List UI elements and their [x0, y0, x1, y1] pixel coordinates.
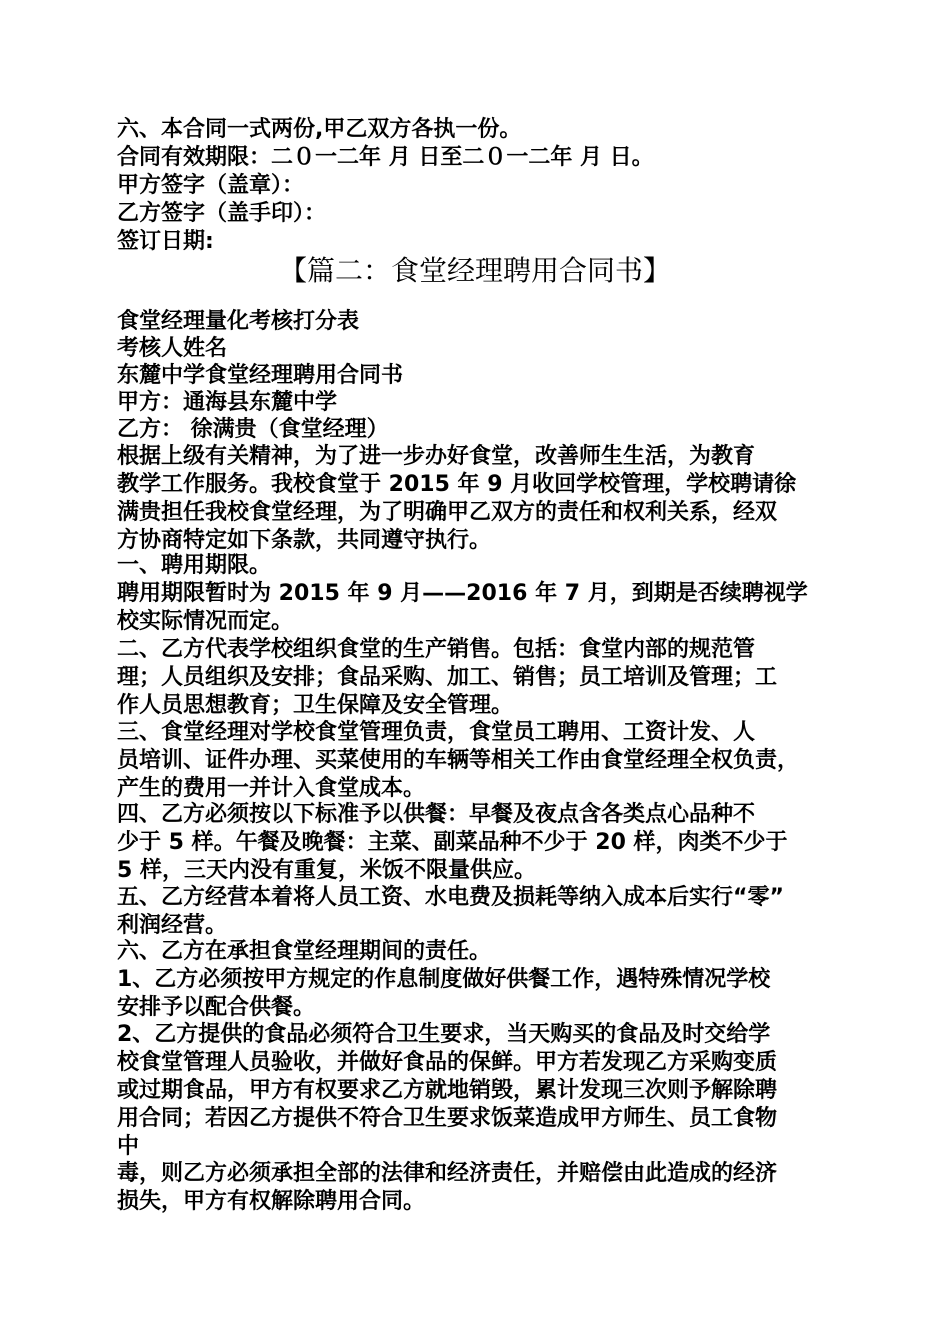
- body-line: 利润经营。: [117, 913, 228, 938]
- body-line: 甲方：通海县东麓中学: [117, 390, 338, 415]
- body-line: 5 样，三天内没有重复，米饭不限量供应。: [117, 858, 536, 883]
- body-line: 五、乙方经营本着将人员工资、水电费及损耗等纳入成本后实行“零”: [117, 885, 784, 910]
- body-line: 用合同；若因乙方提供不符合卫生要求饭菜造成甲方师生、员工食物: [117, 1106, 778, 1131]
- body-line: 2、乙方提供的食品必须符合卫生要求，当天购买的食品及时交给学: [117, 1022, 771, 1047]
- body-line: 少于 5 样。午餐及晚餐：主菜、副菜品种不少于 20 样，肉类不少于: [117, 830, 788, 855]
- body-line: 校实际情况而定。: [117, 609, 294, 634]
- body-line: 根据上级有关精神，为了进一步办好食堂，改善师生生活，为教育: [117, 444, 756, 469]
- body-line: 产生的费用一并计入食堂成本。: [117, 776, 426, 801]
- body-line: 方协商特定如下条款，共同遵守执行。: [117, 528, 492, 553]
- body-line: 1、乙方必须按甲方规定的作息制度做好供餐工作，遇特殊情况学校: [117, 967, 771, 992]
- body-line: 二、乙方代表学校组织食堂的生产销售。包括：食堂内部的规范管: [117, 637, 756, 662]
- body-line: 安排予以配合供餐。: [117, 995, 316, 1020]
- body-line: 校食堂管理人员验收，并做好食品的保鲜。甲方若发现乙方采购变质: [117, 1050, 778, 1075]
- party-a-signature-line: 甲方签字（盖章）：: [117, 173, 305, 198]
- party-b-signature-line: 乙方签字（盖手印）：: [117, 201, 327, 226]
- body-line: 乙方： 徐满贵（食堂经理）: [117, 417, 389, 442]
- body-line: 理；人员组织及安排；食品采购、加工、销售；员工培训及管理；工: [117, 665, 778, 690]
- signing-date-line: 签订日期:: [117, 229, 214, 254]
- body-line: 或过期食品，甲方有权要求乙方就地销毁，累计发现三次则予解除聘: [117, 1078, 778, 1103]
- body-line: 一、聘用期限。: [117, 553, 272, 578]
- section-title: 【篇二：食堂经理聘用合同书】: [278, 254, 671, 287]
- contract-copies-clause: 六、本合同一式两份,甲乙双方各执一份。: [117, 117, 522, 142]
- body-line: 损失，甲方有权解除聘用合同。: [117, 1189, 426, 1214]
- body-line: 三、食堂经理对学校食堂管理负责，食堂员工聘用、工资计发、人: [117, 720, 756, 745]
- body-line: 教学工作服务。我校食堂于 2015 年 9 月收回学校管理，学校聘请徐: [117, 472, 797, 497]
- body-line: 聘用期限暂时为 2015 年 9 月——2016 年 7 月，到期是否续聘视学: [117, 581, 808, 606]
- body-line: 毒，则乙方必须承担全部的法律和经济责任，并赔偿由此造成的经济: [117, 1161, 778, 1186]
- body-line: 满贵担任我校食堂经理，为了明确甲乙双方的责任和权利关系，经双: [117, 500, 778, 525]
- body-line: 食堂经理量化考核打分表: [117, 309, 360, 334]
- body-line: 作人员思想教育；卫生保障及安全管理。: [117, 693, 514, 718]
- body-line: 员培训、证件办理、买菜使用的车辆等相关工作由食堂经理全权负责，: [117, 748, 800, 773]
- body-line: 四、乙方必须按以下标准予以供餐：早餐及夜点含各类点心品种不: [117, 802, 756, 827]
- body-line: 考核人姓名: [117, 336, 228, 361]
- body-line: 六、乙方在承担食堂经理期间的责任。: [117, 939, 492, 964]
- body-line: 中: [117, 1134, 140, 1159]
- contract-validity-period: 合同有效期限：二０一二年 月 日至二０一二年 月 日。: [117, 145, 654, 170]
- body-line: 东麓中学食堂经理聘用合同书: [117, 363, 404, 388]
